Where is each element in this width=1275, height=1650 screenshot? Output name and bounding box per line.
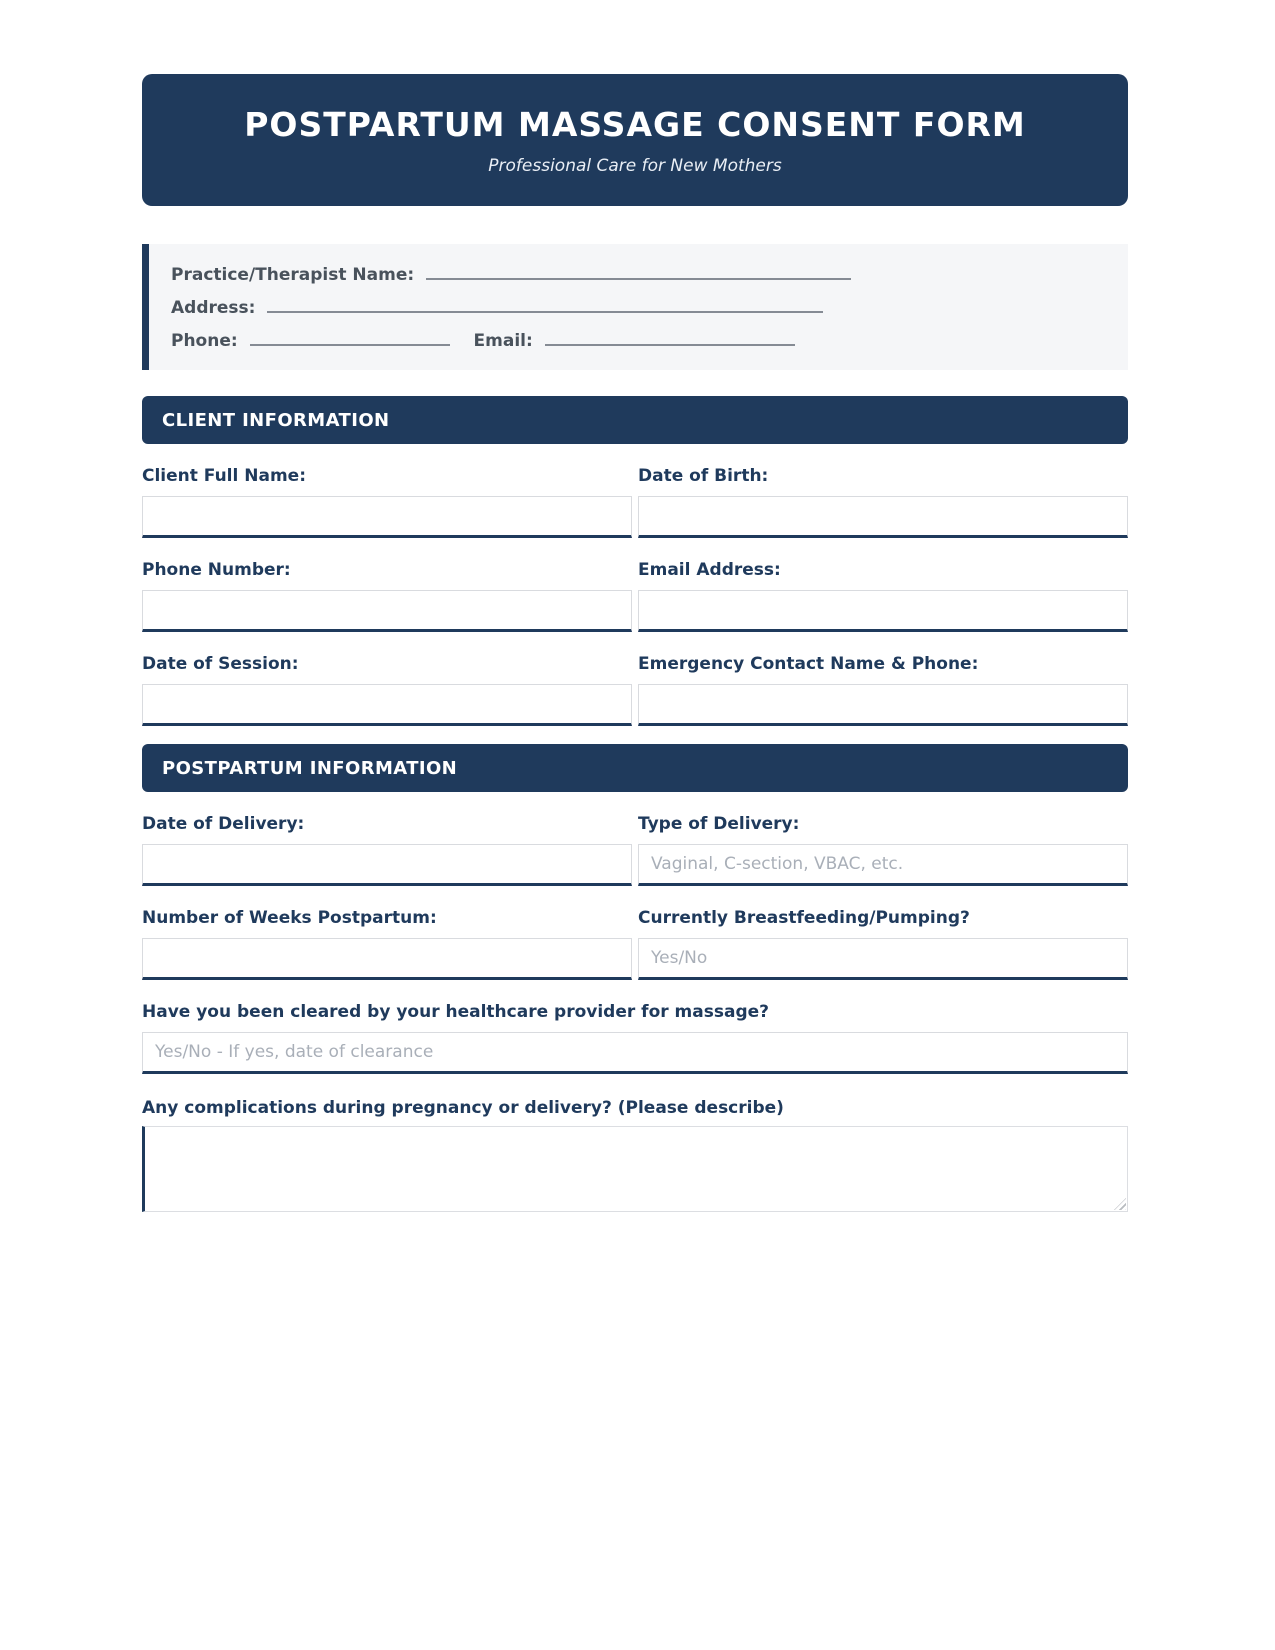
practice-phone-label: Phone: xyxy=(171,331,238,351)
practice-address-line xyxy=(267,298,823,313)
postpartum-row-2 xyxy=(142,886,1128,980)
complications-textarea[interactable] xyxy=(142,1126,1128,1212)
client-section-title: CLIENT INFORMATION xyxy=(162,409,390,431)
postpartum-row-1 xyxy=(142,792,1128,886)
weeks-postpartum-group xyxy=(142,886,632,980)
section-header-postpartum-information xyxy=(142,744,1128,792)
phone-number-group xyxy=(142,538,632,632)
practice-info-box xyxy=(142,244,1128,370)
breastfeeding-group xyxy=(638,886,1128,980)
practice-name-line xyxy=(426,265,851,280)
date-of-session-label: Date of Session: xyxy=(142,654,299,674)
emergency-contact-label: Emergency Contact Name & Phone: xyxy=(638,654,979,674)
client-row-2 xyxy=(142,538,1128,632)
client-full-name-group xyxy=(142,444,632,538)
date-of-delivery-label: Date of Delivery: xyxy=(142,814,305,834)
complications-group xyxy=(142,1098,1128,1212)
practice-phone-email-row xyxy=(171,331,1104,351)
phone-number-input[interactable] xyxy=(142,590,632,632)
weeks-postpartum-input[interactable] xyxy=(142,938,632,980)
phone-number-label: Phone Number: xyxy=(142,560,291,580)
date-of-birth-label: Date of Birth: xyxy=(638,466,769,486)
clearance-group xyxy=(142,1002,1128,1074)
form-header xyxy=(142,74,1128,206)
date-of-session-input[interactable] xyxy=(142,684,632,726)
emergency-contact-group xyxy=(638,632,1128,726)
practice-address-row xyxy=(171,298,1104,318)
complications-label: Any complications during pregnancy or delivery? (Please describe) xyxy=(142,1098,784,1118)
date-of-delivery-group xyxy=(142,792,632,886)
email-address-input[interactable] xyxy=(638,590,1128,632)
weeks-postpartum-label: Number of Weeks Postpartum: xyxy=(142,908,437,928)
emergency-contact-input[interactable] xyxy=(638,684,1128,726)
type-of-delivery-group xyxy=(638,792,1128,886)
clearance-input[interactable] xyxy=(142,1032,1128,1074)
client-full-name-label: Client Full Name: xyxy=(142,466,306,486)
consent-form-page xyxy=(142,74,1128,1212)
practice-email-label: Email: xyxy=(473,331,533,351)
page-subtitle: Professional Care for New Mothers xyxy=(488,155,782,176)
breastfeeding-label: Currently Breastfeeding/Pumping? xyxy=(638,908,970,928)
client-full-name-input[interactable] xyxy=(142,496,632,538)
email-address-label: Email Address: xyxy=(638,560,781,580)
practice-phone-line xyxy=(250,331,450,346)
section-header-client-information xyxy=(142,396,1128,444)
client-row-3 xyxy=(142,632,1128,726)
date-of-birth-input[interactable] xyxy=(638,496,1128,538)
practice-email-line xyxy=(545,331,795,346)
practice-name-label: Practice/Therapist Name: xyxy=(171,265,415,285)
page-title: POSTPARTUM MASSAGE CONSENT FORM xyxy=(244,104,1026,144)
practice-address-label: Address: xyxy=(171,298,256,318)
postpartum-section-title: POSTPARTUM INFORMATION xyxy=(162,757,458,779)
date-of-birth-group xyxy=(638,444,1128,538)
complications-textarea-wrap xyxy=(142,1126,1128,1212)
email-address-group xyxy=(638,538,1128,632)
breastfeeding-input[interactable] xyxy=(638,938,1128,980)
practice-name-row xyxy=(171,265,1104,285)
date-of-delivery-input[interactable] xyxy=(142,844,632,886)
type-of-delivery-input[interactable] xyxy=(638,844,1128,886)
date-of-session-group xyxy=(142,632,632,726)
client-row-1 xyxy=(142,444,1128,538)
type-of-delivery-label: Type of Delivery: xyxy=(638,814,800,834)
clearance-label: Have you been cleared by your healthcare provider for massage? xyxy=(142,1002,770,1022)
